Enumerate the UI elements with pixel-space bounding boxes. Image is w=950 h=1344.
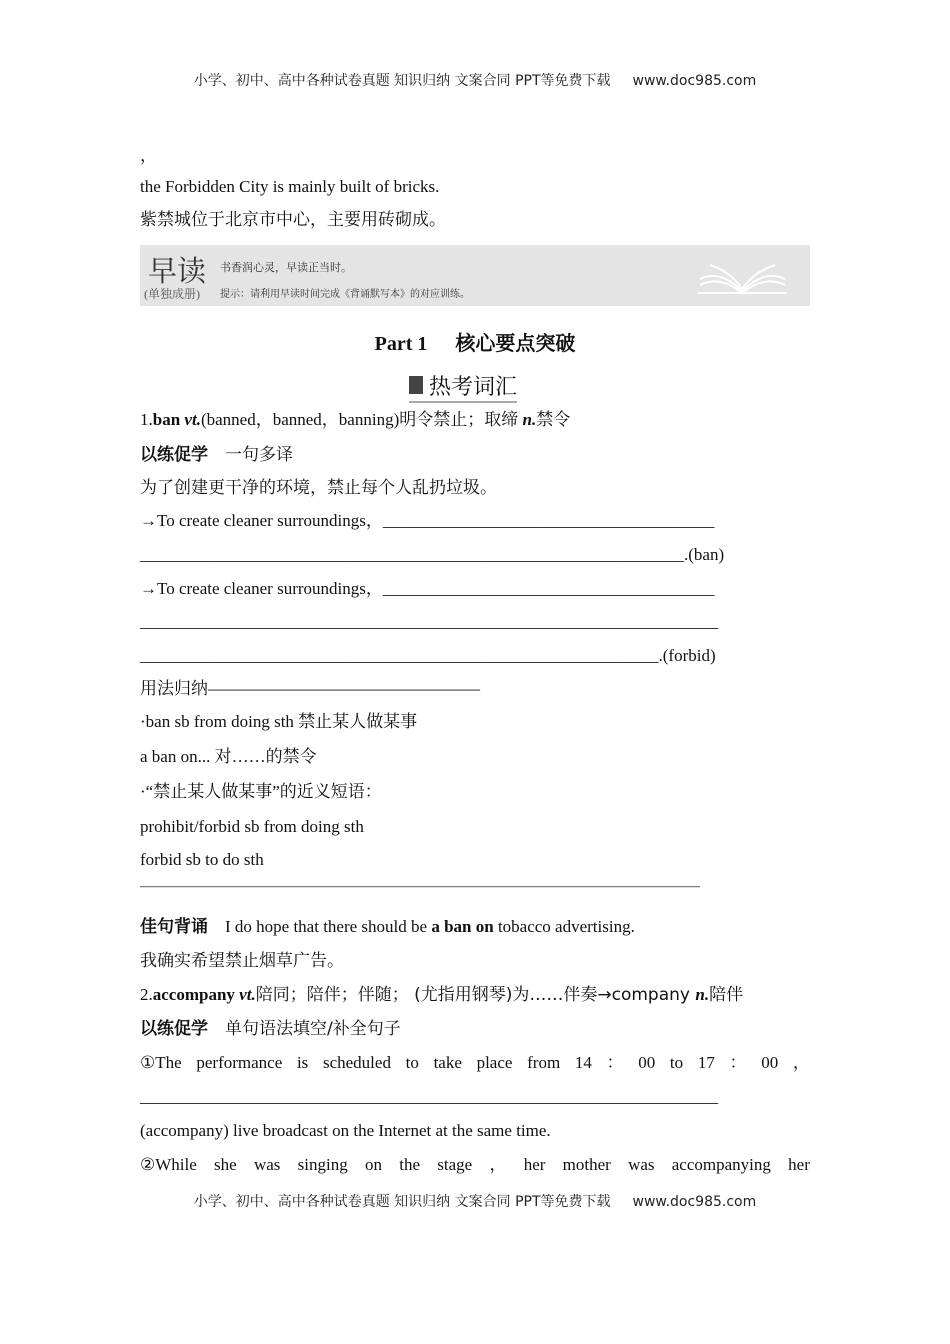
word: to bbox=[405, 1053, 419, 1072]
comma: ， bbox=[140, 146, 157, 165]
footer-url: www.doc985.com bbox=[632, 1194, 757, 1210]
word: her bbox=[523, 1155, 546, 1174]
part-label: Part 1 bbox=[374, 333, 428, 355]
usage-5: forbid sb to do sth bbox=[140, 850, 264, 869]
header-url: www.doc985.com bbox=[632, 73, 757, 89]
question-1 bbox=[140, 1052, 810, 1074]
part-title: 核心要点突破 bbox=[455, 333, 576, 355]
banner-title: 早读 bbox=[148, 256, 207, 288]
word: her bbox=[788, 1155, 810, 1174]
part-heading bbox=[0, 327, 950, 356]
good-sentence-zh: 我确实希望禁止烟草广告。 bbox=[140, 951, 344, 971]
word: take bbox=[433, 1053, 462, 1072]
morning-reading-banner bbox=[140, 245, 810, 306]
word: ②While bbox=[140, 1155, 197, 1174]
word: on bbox=[364, 1155, 382, 1174]
word: ： bbox=[729, 1053, 747, 1072]
section-heading bbox=[409, 370, 517, 403]
question-2 bbox=[140, 1154, 810, 1176]
word: accompanying bbox=[671, 1155, 771, 1174]
page-header bbox=[0, 70, 950, 90]
word: singing bbox=[297, 1155, 348, 1174]
section-marker-icon bbox=[409, 376, 423, 394]
word: performance bbox=[196, 1053, 283, 1072]
usage-2: a ban on... 对……的禁令 bbox=[140, 747, 317, 766]
item1-heading: 1.ban vt.(banned，banned，banning)明令禁止；取缔 n.禁令 bbox=[140, 410, 571, 430]
banner-line1: 书香润心灵，早读正当时。 bbox=[220, 261, 352, 274]
usage-heading: 用法归纳———————————————— bbox=[140, 679, 480, 699]
item2-practice: 以练促学 单句语法填空/补全句子 bbox=[140, 1019, 401, 1039]
word: from bbox=[527, 1053, 561, 1072]
banner-line2: 提示：请利用早读时间完成《背诵默写本》的对应训练。 bbox=[220, 289, 470, 300]
item1-answer1[interactable]: →To create cleaner surroundings，_______________________________________ bbox=[140, 511, 715, 530]
section-title: 热考词汇 bbox=[429, 375, 518, 400]
header-text: 小学、初中、高中各种试卷真题 知识归纳 文案合同 PPT等免费下载 bbox=[193, 73, 611, 89]
word: ， bbox=[489, 1155, 507, 1174]
word: place bbox=[476, 1053, 513, 1072]
word: ①The bbox=[140, 1053, 182, 1072]
item1-answer2[interactable]: →To create cleaner surroundings，_______________________________________ bbox=[140, 579, 715, 598]
word: ： bbox=[606, 1053, 624, 1072]
word: 00 bbox=[761, 1053, 779, 1072]
usage-1: ·ban sb from doing sth 禁止某人做某事 bbox=[140, 712, 418, 731]
word: stage bbox=[437, 1155, 473, 1174]
item1-answer2b[interactable]: ____________________________________________________________________ bbox=[140, 612, 718, 631]
word: to bbox=[669, 1053, 684, 1072]
word: 17 bbox=[697, 1053, 715, 1072]
item1-answer1b[interactable]: ________________________________________________________________.(ban) bbox=[140, 545, 725, 564]
item2-heading: 2.accompany vt.陪同；陪伴；伴随； (尤指用钢琴)为……伴奏→company n.陪伴 bbox=[140, 985, 744, 1005]
open-book-icon bbox=[695, 259, 790, 297]
word: 14 bbox=[574, 1053, 592, 1072]
usage-3: ·“禁止某人做某事”的近义短语： bbox=[140, 782, 382, 801]
usage-4: prohibit/forbid sb from doing sth bbox=[140, 817, 364, 836]
page-footer bbox=[0, 1191, 950, 1211]
intro-zh: 紫禁城位于北京市中心，主要用砖砌成。 bbox=[140, 210, 446, 229]
intro-en: the Forbidden City is mainly built of bricks. bbox=[140, 177, 440, 196]
word: was bbox=[253, 1155, 281, 1174]
word: the bbox=[399, 1155, 420, 1174]
footer-text: 小学、初中、高中各种试卷真题 知识归纳 文案合同 PPT等免费下载 bbox=[193, 1194, 611, 1210]
item1-answer2c[interactable]: _____________________________________________________________.(forbid) bbox=[140, 646, 716, 665]
usage-end-dash: ———————————————————————————————————————— bbox=[140, 879, 700, 894]
banner-sub: (单独成册) bbox=[144, 287, 200, 301]
item1-practice: 以练促学 一句多译 bbox=[140, 445, 293, 465]
item1-sentence: 为了创建更干净的环境，禁止每个人乱扔垃圾。 bbox=[140, 478, 497, 498]
word: scheduled bbox=[322, 1053, 391, 1072]
word: was bbox=[628, 1155, 655, 1174]
word: is bbox=[296, 1053, 309, 1072]
word: mother bbox=[562, 1155, 611, 1174]
word: ， bbox=[792, 1053, 810, 1072]
good-sentence: 佳句背诵 I do hope that there should be a ban on tobacco advertising. bbox=[140, 917, 635, 937]
word: 00 bbox=[638, 1053, 656, 1072]
question-1-end: (accompany) live broadcast on the Internet at the same time. bbox=[140, 1121, 551, 1140]
word: she bbox=[214, 1155, 237, 1174]
question-1-blank[interactable]: ____________________________________________________________________ bbox=[140, 1087, 718, 1106]
